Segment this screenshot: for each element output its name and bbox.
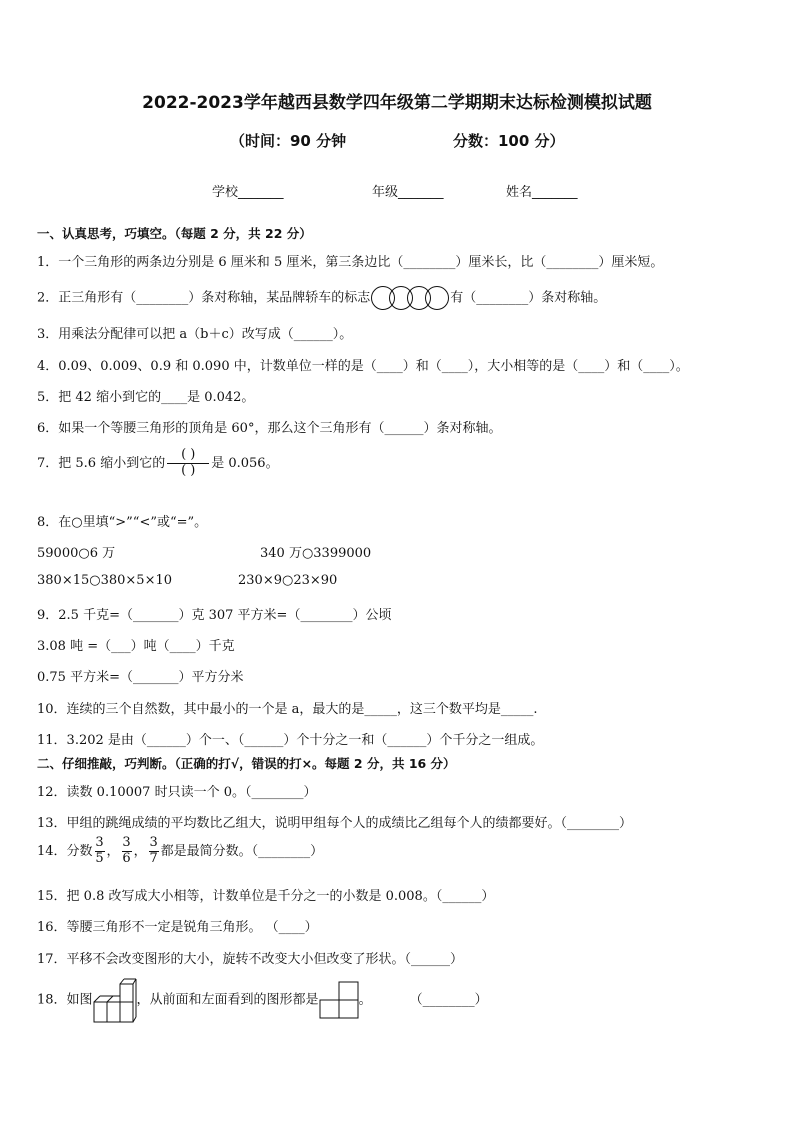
question-8: 8．在○里填“>”“<”或“=”。 (37, 515, 208, 530)
question-8-row1-left: 59000○6 万 (37, 546, 116, 561)
question-16: 16．等腰三角形不一定是锐角三角形。 （____） (37, 920, 318, 935)
question-1: 1．一个三角形的两条边分别是 6 厘米和 5 厘米，第三条边比（________）厘米长，比（________）厘米短。 (37, 255, 664, 270)
fraction-numerator: 3 (95, 835, 104, 850)
question-12: 12．读数 0.10007 时只读一个 0。（________） (37, 785, 317, 800)
question-9: 9．2.5 千克=（_______）克 307 平方米=（________）公顷 (37, 608, 392, 623)
question-8-row1-right: 340 万○3399000 (260, 546, 372, 561)
fraction-denominator: 6 (122, 850, 131, 866)
question-6: 6．如果一个等腰三角形的顶角是 60°，那么这个三角形有（______）条对称轴。 (37, 421, 502, 436)
question-18-text-a: 18．如图 (37, 992, 93, 1008)
fraction-numerator: 3 (149, 835, 158, 850)
question-14-text-b: 都是最简分数。（________） (160, 843, 324, 859)
question-2-text-b: 有（________）条对称轴。 (450, 290, 607, 306)
page-title: 2022-2023学年越西县数学四年级第二学期期末达标检测模拟试题 (142, 93, 652, 113)
fraction-numerator-blank: ( ) (181, 447, 196, 462)
grade-field: 年级_______ (372, 185, 444, 200)
time-label: （时间：90 分钟 (230, 132, 347, 150)
section-1-heading: 一、认真思考，巧填空。（每题 2 分，共 22 分） (37, 226, 312, 241)
score-label: 分数：100 分） (453, 132, 565, 150)
question-14: 14．分数 $\frac{3}{5}$ ， $\frac{3}{6}$ ， $\frac{3}{7}$ 都是最简分数。（________） (37, 835, 324, 866)
question-11: 11．3.202 是由（______）个一、（______）个十分之一和（______）个千分之一组成。 (37, 733, 544, 748)
question-9-line-2: 3.08 吨 =（___）吨（____）千克 (37, 639, 235, 654)
question-9-line-3: 0.75 平方米=（_______）平方分米 (37, 670, 244, 685)
view-shape-icon (319, 981, 359, 1019)
question-8-row2-left: 380×15○380×5×10 (37, 573, 173, 588)
fraction-3-5 (95, 836, 105, 867)
question-5: 5．把 42 缩小到它的____是 0.042。 (37, 390, 255, 405)
question-18-answer-blank: （________） (409, 992, 488, 1008)
name-field: 姓名_______ (506, 185, 578, 200)
fraction-3-6 (122, 836, 132, 867)
fraction-denominator-blank: ( ) (181, 462, 196, 478)
question-10: 10．连续的三个自然数，其中最小的一个是 a，最大的是_____，这三个数平均是_____. (37, 702, 538, 717)
question-18-text-b: ，从前面和左面看到的图形都是 (136, 992, 319, 1008)
question-15: 15．把 0.8 改写成大小相等，计数单位是千分之一的小数是 0.008。（______） (37, 889, 495, 904)
fraction-numerator: 3 (122, 835, 131, 850)
question-8-row2-right: 230×9○23×90 (238, 573, 338, 588)
question-3: 3．用乘法分配律可以把 a（b＋c）改写成（______）。 (37, 327, 353, 342)
cube-stack-icon (93, 976, 137, 1024)
fraction-3-7 (149, 836, 159, 867)
question-13: 13．甲组的跳绳成绩的平均数比乙组大，说明甲组每个人的成绩比乙组每个人的绩都要好。（________） (37, 816, 633, 831)
question-7-fraction (167, 448, 209, 479)
question-2-text-a: 2．正三角形有（________）条对称轴，某品牌轿车的标志 (37, 290, 371, 306)
question-4: 4．0.09、0.009、0.9 和 0.090 中，计数单位一样的是（____）和（____），大小相等的是（____）和（____）。 (37, 359, 689, 374)
four-rings-logo-icon (370, 285, 450, 311)
question-18 (37, 976, 488, 1024)
school-field: 学校_______ (212, 185, 284, 200)
question-18-text-c: 。 (358, 992, 372, 1008)
fraction-denominator: 5 (95, 850, 104, 866)
fraction-denominator: 7 (149, 850, 158, 866)
question-14-text-a: 14．分数 (37, 843, 93, 859)
question-7 (37, 448, 279, 479)
question-7-text-a: 7．把 5.6 缩小到它的 (37, 455, 166, 471)
question-7-text-b: 是 0.056。 (211, 455, 279, 471)
question-17: 17．平移不会改变图形的大小，旋转不改变大小但改变了形状。（______） (37, 952, 464, 967)
question-2 (37, 285, 606, 311)
section-2-heading: 二、仔细推敲，巧判断。（正确的打√，错误的打×。每题 2 分，共 16 分） (37, 756, 456, 771)
